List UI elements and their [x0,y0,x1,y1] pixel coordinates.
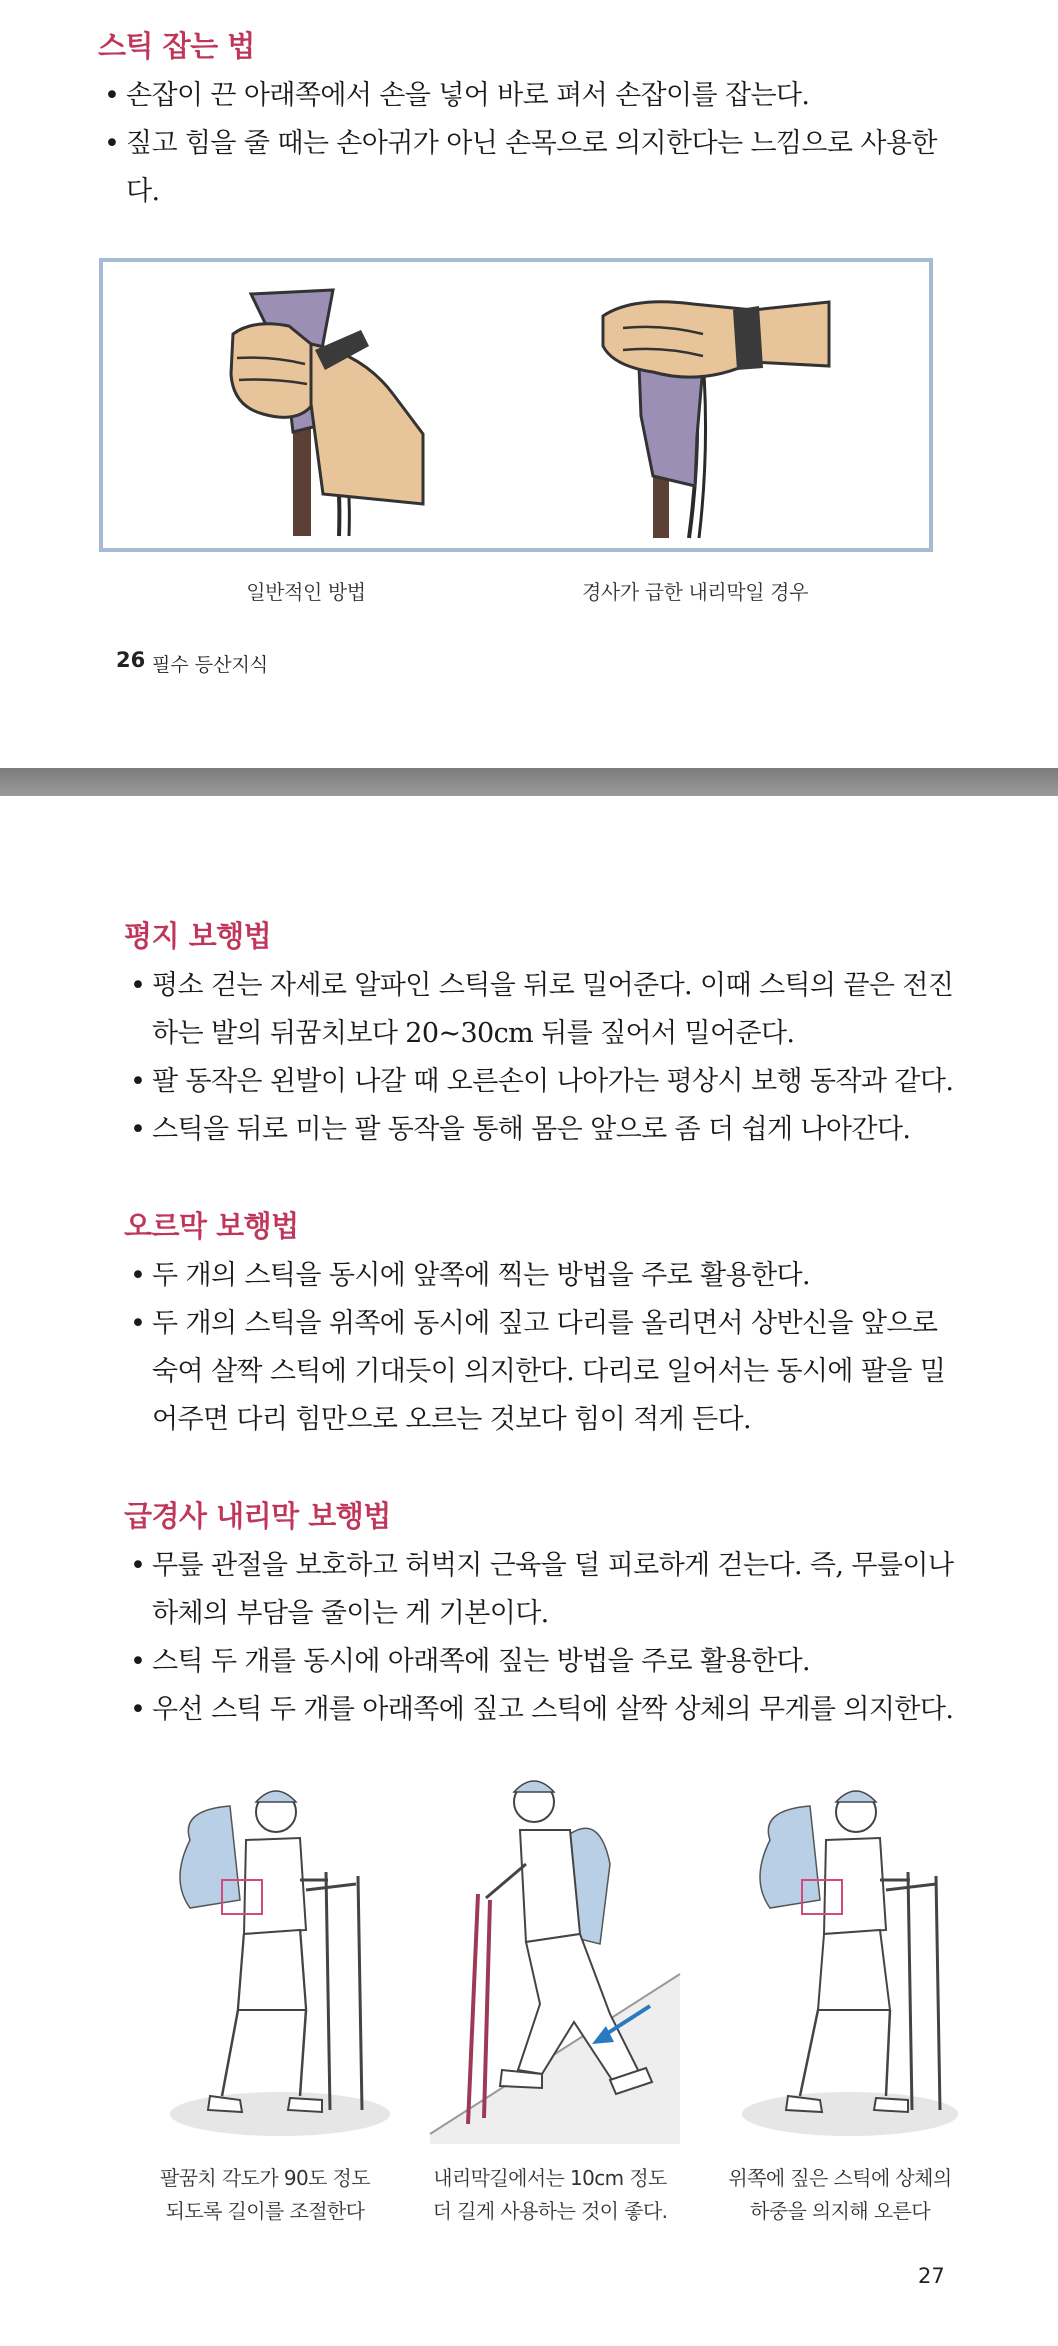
page-26 [0,0,1058,770]
list-item: • 두 개의 스틱을 위쪽에 동시에 짚고 다리를 올리면서 상반신을 앞으로 숙여 살짝 스틱에 기대듯이 의지한다. 다리로 일어서는 동시에 팔을 밀어주면 다리 힘만으로 오르는 것보다 힘이 적게 든다. [130,1300,970,1444]
uphill-bullet-list [130,1252,970,1444]
descent-grip-caption: 경사가 급한 내리막일 경우 [582,580,808,604]
hiker-elbow-angle-illustration [150,1780,390,2140]
section-heading-flat: 평지 보행법 [124,919,272,953]
caption-line: 되도록 길이를 조절한다 [165,2199,365,2223]
page-27 [0,796,1058,2346]
list-item: • 손잡이 끈 아래쪽에서 손을 넣어 바로 펴서 손잡이를 잡는다. [104,72,954,120]
page-number: 26 [116,648,146,672]
caption-line: 내리막길에서는 10cm 정도 [433,2166,667,2190]
page-number: 27 [918,2264,945,2288]
flat-bullet-list [130,962,970,1154]
list-item: • 두 개의 스틱을 동시에 앞쪽에 찍는 방법을 주로 활용한다. [130,1252,970,1300]
hiker-downhill-illustration [430,1774,680,2144]
illustration-caption [400,2162,700,2228]
illustration-caption [690,2162,990,2228]
descent-bullet-list [130,1542,970,1734]
list-item: • 평소 걷는 자세로 알파인 스틱을 뒤로 밀어준다. 이때 스틱의 끝은 전진하는 발의 뒤꿈치보다 20~30cm 뒤를 짚어서 밀어준다. [130,962,970,1058]
caption-line: 더 길게 사용하는 것이 좋다. [432,2199,668,2223]
list-item: • 팔 동작은 왼발이 나갈 때 오른손이 나아가는 평상시 보행 동작과 같다. [130,1058,970,1106]
section-heading-grip: 스틱 잡는 법 [98,29,255,63]
list-item: • 우선 스틱 두 개를 아래쪽에 짚고 스틱에 살짝 상체의 무게를 의지한다. [130,1686,970,1734]
section-heading-uphill: 오르막 보행법 [124,1209,299,1243]
grip-bullet-list [104,72,954,216]
descent-grip-illustration [593,276,893,538]
caption-line: 하중을 의지해 오른다 [750,2199,930,2223]
section-heading-descent: 급경사 내리막 보행법 [124,1499,391,1533]
normal-grip-illustration [193,274,453,536]
normal-grip-caption: 일반적인 방법 [246,580,366,604]
list-item: • 스틱 두 개를 동시에 아래쪽에 짚는 방법을 주로 활용한다. [130,1638,970,1686]
caption-line: 위쪽에 짚은 스틱에 상체의 [728,2166,952,2190]
illustration-caption [120,2162,410,2228]
grip-illustration-frame [99,258,933,552]
list-item: • 스틱을 뒤로 미는 팔 동작을 통해 몸은 앞으로 좀 더 쉽게 나아간다. [130,1106,970,1154]
hiker-uphill-illustration [730,1780,970,2140]
running-title: 필수 등산지식 [152,654,269,676]
caption-line: 팔꿈치 각도가 90도 정도 [159,2166,370,2190]
page-separator [0,768,1058,796]
list-item: • 짚고 힘을 줄 때는 손아귀가 아닌 손목으로 의지한다는 느낌으로 사용한다. [104,120,954,216]
list-item: • 무릎 관절을 보호하고 허벅지 근육을 덜 피로하게 걷는다. 즉, 무릎이나 하체의 부담을 줄이는 게 기본이다. [130,1542,970,1638]
